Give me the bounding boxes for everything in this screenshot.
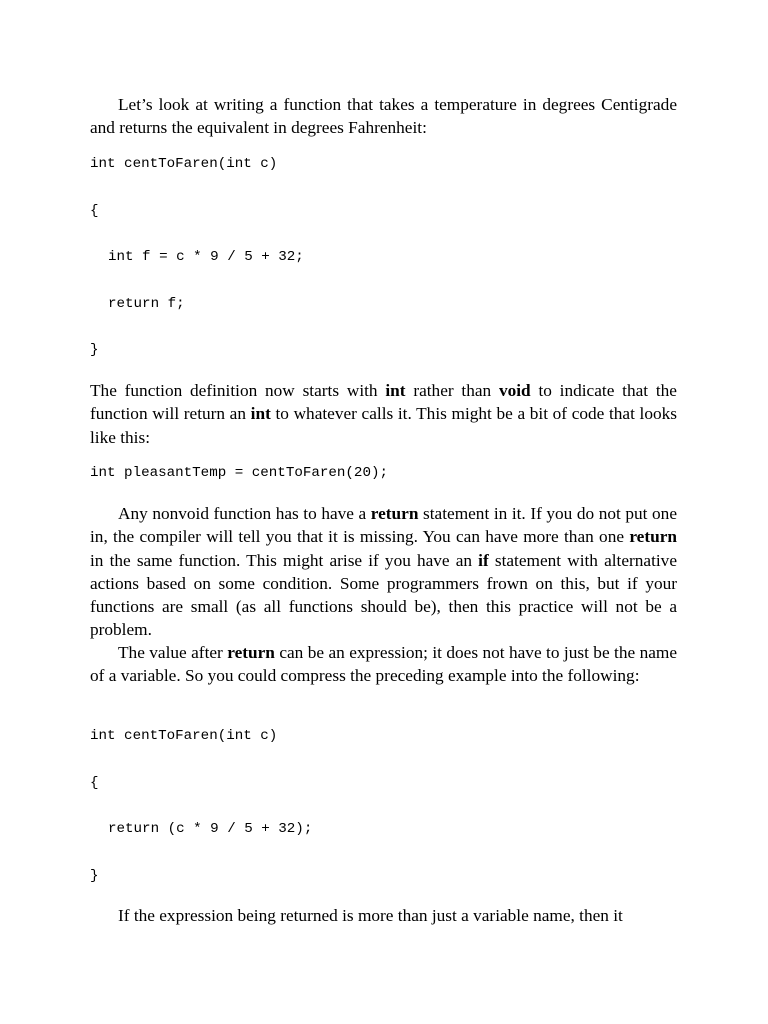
- nonvoid-paragraph: Any nonvoid function has to have a return statement in it. If you do not put one in, the compiler will tell you that it is missing. You can have more than one return in the same function. This might arise if you have an if statement with alternative actions based on some condition. Some programmers frown on this, but if your functions are small (as all functions should be), then this practice will not be a problem.: [90, 504, 677, 640]
- code-line-return: return f;: [108, 296, 185, 312]
- code-line-close-brace-2: }: [90, 868, 99, 884]
- intro-paragraph: Let’s look at writing a function that takes a temperature in degrees Centigrade and returns the equivalent in degrees Fahrenheit:: [90, 95, 677, 138]
- code-line-signature: int centToFaren(int c): [90, 156, 278, 172]
- definition-paragraph: The function definition now starts with int rather than void to indicate that the function will return an int to whatever calls it. This might be a bit of code that looks like this:: [90, 381, 677, 447]
- code-line-call-example: int pleasantTemp = centToFaren(20);: [90, 465, 388, 481]
- expression-paragraph: The value after return can be an expression; it does not have to just be the name of a variable. So you could compress the preceding example into the following:: [90, 643, 677, 686]
- closing-paragraph: If the expression being returned is more than just a variable name, then it: [118, 906, 623, 925]
- code-line-open-brace: {: [90, 203, 99, 219]
- code-line-close-brace: }: [90, 342, 99, 358]
- code-line-signature-2: int centToFaren(int c): [90, 728, 278, 744]
- code-line-assignment: int f = c * 9 / 5 + 32;: [108, 249, 304, 265]
- code-line-return-expression: return (c * 9 / 5 + 32);: [108, 821, 313, 837]
- code-line-open-brace-2: {: [90, 775, 99, 791]
